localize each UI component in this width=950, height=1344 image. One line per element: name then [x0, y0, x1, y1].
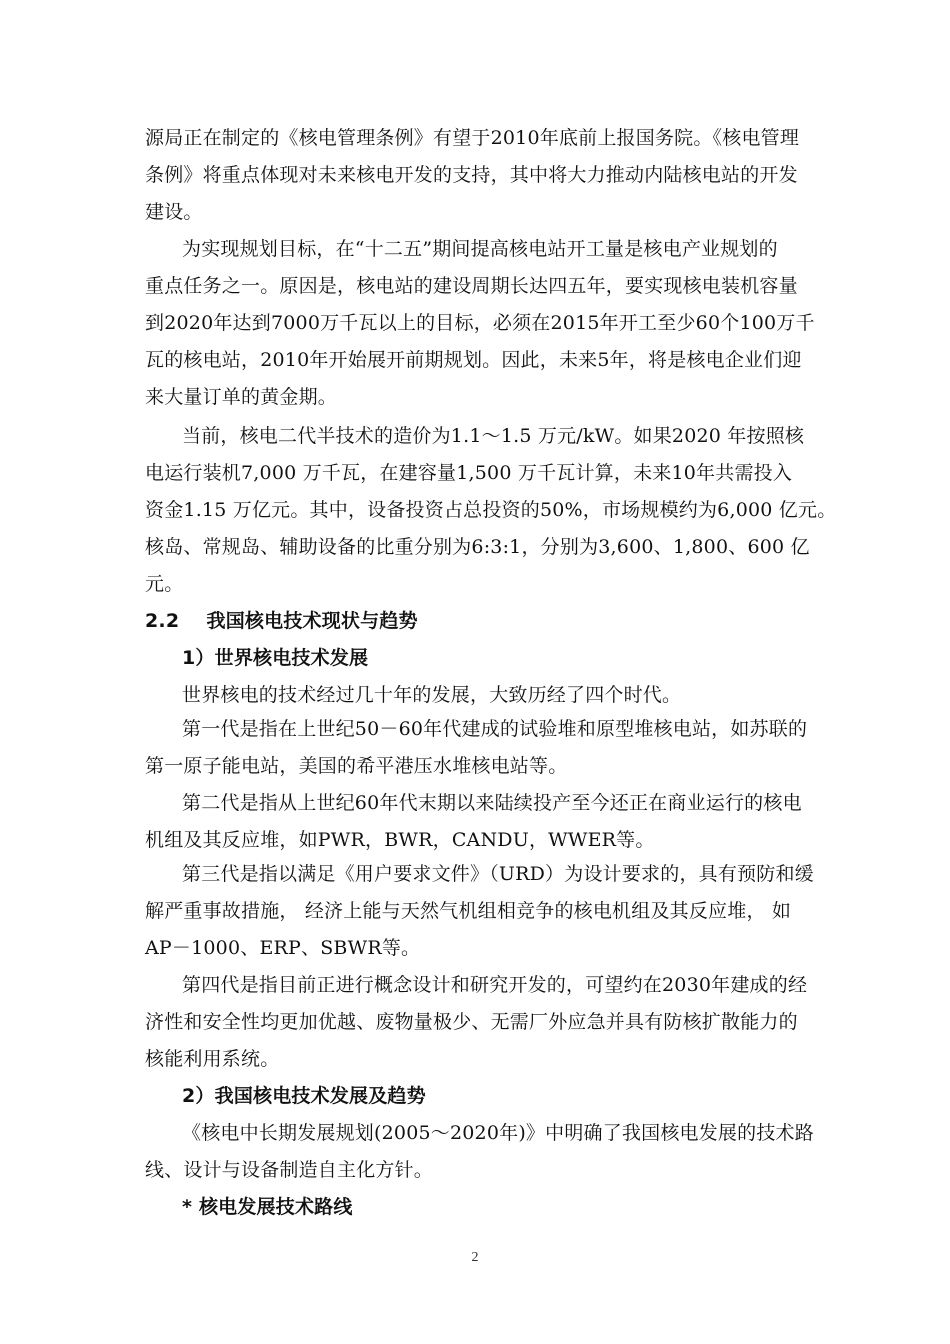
section-heading: 2.2 我国核电技术现状与趋势: [145, 610, 418, 632]
text-line: 到2020年达到7000万千瓦以上的目标，必须在2015年开工至少60个100万千: [145, 312, 815, 334]
text-line: 来大量订单的黄金期。: [145, 386, 338, 408]
text-line: 元。: [145, 573, 184, 595]
paragraph-start: 世界核电的技术经过几十年的发展，大致历经了四个时代。: [182, 684, 682, 706]
paragraph-start: 《核电中长期发展规划(2005～2020年)》中明确了我国核电发展的技术路: [182, 1122, 814, 1144]
paragraph-start: 第三代是指以满足《用户要求文件》（URD）为设计要求的，具有预防和缓: [182, 863, 814, 885]
text-line: 电运行装机7,000 万千瓦，在建容量1,500 万千瓦计算，未来10年共需投入: [145, 462, 793, 484]
text-line: 重点任务之一。原因是，核电站的建设周期长达四五年，要实现核电装机容量: [145, 275, 798, 297]
text-line: 济性和安全性均更加优越、废物量极少、无需厂外应急并具有防核扩散能力的: [145, 1011, 798, 1033]
paragraph-start: 第四代是指目前正进行概念设计和研究开发的，可望约在2030年建成的经: [182, 974, 808, 996]
text-line: 解严重事故措施， 经济上能与天然气机组相竞争的核电机组及其反应堆， 如: [145, 900, 792, 922]
text-line: 第一原子能电站，美国的希平港压水堆核电站等。: [145, 755, 568, 777]
paragraph-start: 第一代是指在上世纪50－60年代建成的试验堆和原型堆核电站，如苏联的: [182, 718, 808, 740]
text-line: 建设。: [145, 201, 203, 223]
bullet-heading: * 核电发展技术路线: [182, 1196, 353, 1218]
text-line: 瓦的核电站，2010年开始展开前期规划。因此，未来5年，将是核电企业们迎: [145, 349, 802, 371]
subsection-heading: 2）我国核电技术发展及趋势: [182, 1085, 426, 1107]
text-line: 核岛、常规岛、辅助设备的比重分别为6:3:1，分别为3,600、1,800、600 亿: [145, 536, 810, 558]
text-line: 线、设计与设备制造自主化方针。: [145, 1159, 434, 1181]
text-line: 机组及其反应堆，如PWR，BWR，CANDU，WWER等。: [145, 829, 655, 851]
text-line: 资金1.15 万亿元。其中，设备投资占总投资的50%，市场规模约为6,000 亿元。: [145, 499, 837, 521]
paragraph-start: 第二代是指从上世纪60年代末期以来陆续投产至今还正在商业运行的核电: [182, 792, 802, 814]
page-number: 2: [471, 1250, 479, 1265]
paragraph-start: 当前，核电二代半技术的造价为1.1～1.5 万元/kW。如果2020 年按照核: [182, 425, 805, 447]
text-line: AP－1000、ERP、SBWR等。: [145, 937, 421, 959]
subsection-heading: 1）世界核电技术发展: [182, 647, 369, 669]
text-line: 源局正在制定的《核电管理条例》有望于2010年底前上报国务院。《核电管理: [145, 127, 800, 149]
text-line: 条例》将重点体现对未来核电开发的支持，其中将大力推动内陆核电站的开发: [145, 164, 798, 186]
text-line: 核能利用系统。: [145, 1048, 280, 1070]
paragraph-start: 为实现规划目标，在“十二五”期间提高核电站开工量是核电产业规划的: [182, 238, 778, 260]
